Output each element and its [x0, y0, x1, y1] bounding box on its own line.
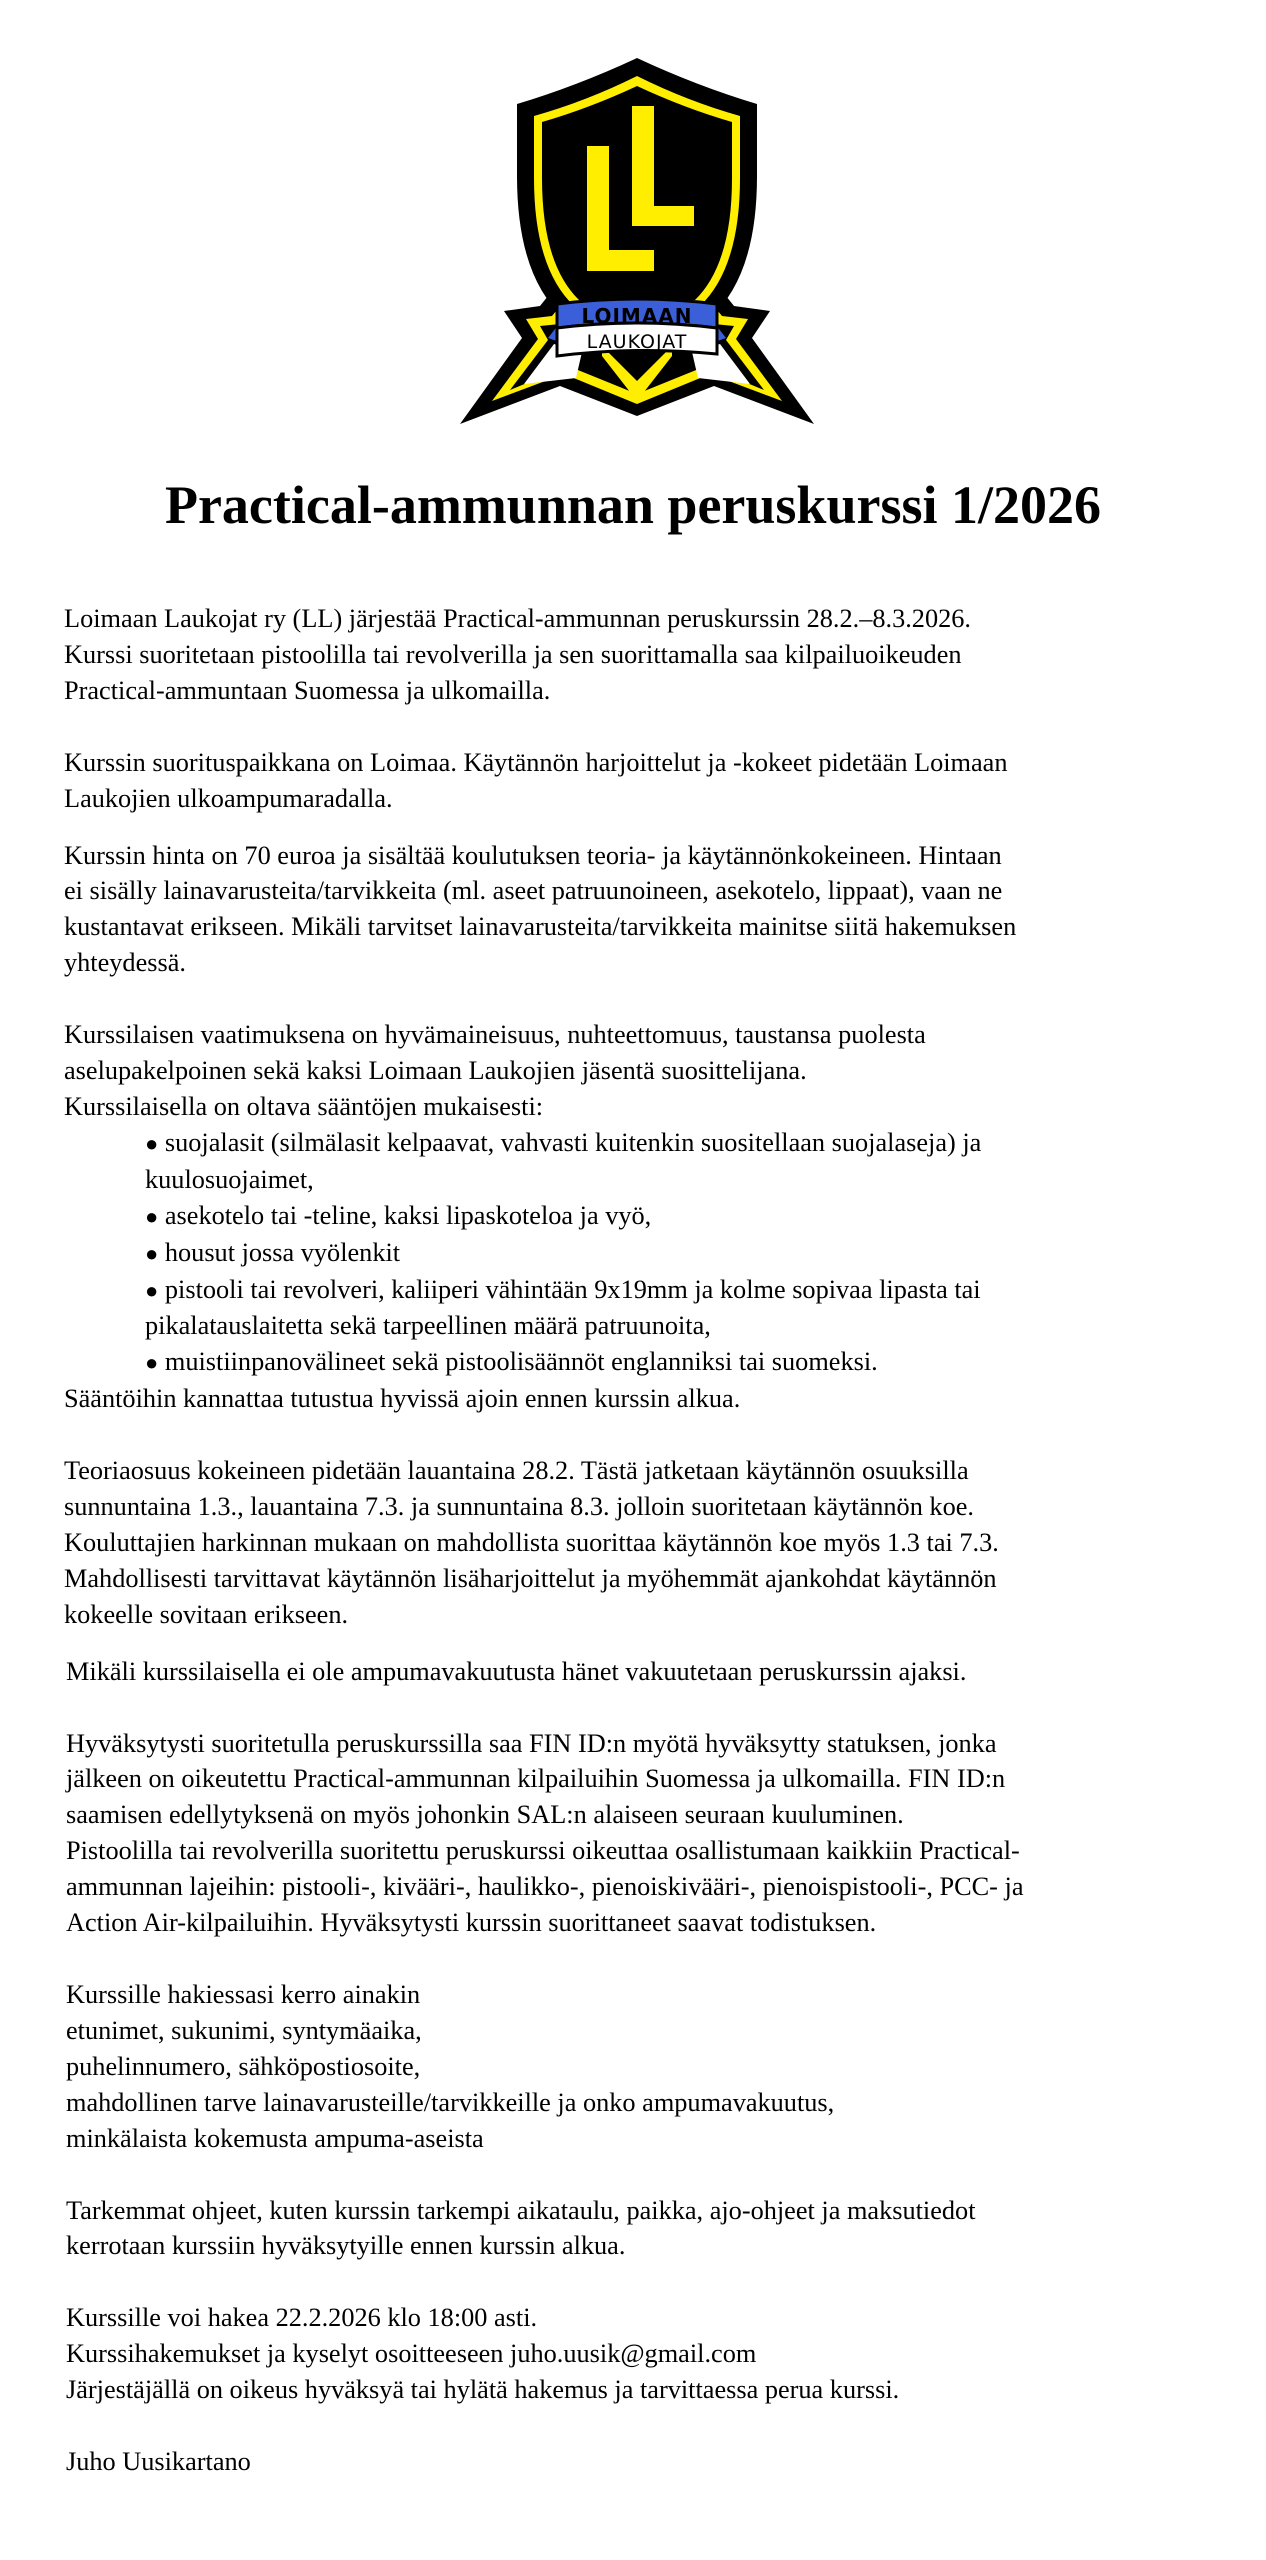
contact-line [66, 2336, 1224, 2372]
text-line: kerrotaan kurssiin hyväksytyille ennen kurssin alkua. [66, 2231, 626, 2261]
list-item-text: asekotelo tai -teline, kaksi lipaskoteloa ja vyö, [164, 1200, 652, 1230]
text-line: Kurssin hinta on 70 euroa ja sisältää koulutuksen teoria- ja käytännönkokeineen. Hintaan [64, 840, 1002, 870]
text-line: Teoriaosuus kokeineen pidetään lauantaina 28.2. Tästä jatketaan käytännön osuuksilla [64, 1456, 969, 1486]
text-line: Tarkemmat ohjeet, kuten kurssin tarkempi aikataulu, paikka, ajo-ohjeet ja maksutiedot [66, 2195, 976, 2225]
text-line: etunimet, sukunimi, syntymäaika, [66, 2015, 422, 2045]
intro-paragraph [64, 601, 1224, 709]
list-item-text: pistooli tai revolveri, kaliiperi vähintään 9x19mm ja kolme sopivaa lipasta tai [164, 1274, 981, 1304]
announcement-body [64, 601, 1224, 2480]
text-line: sunnuntaina 1.3., lauantaina 7.3. ja sunnuntaina 8.3. jolloin suoritetaan käytännön koe. [64, 1492, 974, 1522]
text-line: Kurssilaisella on oltava sääntöjen mukaisesti: [64, 1091, 544, 1121]
text-line: Loimaan Laukojat ry (LL) järjestää Practical-ammunnan peruskurssin 28.2.–8.3.2026. [64, 604, 971, 633]
application-deadline: Kurssille voi hakea 22.2.2026 klo 18:00 asti. [66, 2303, 538, 2333]
further-info-paragraph [64, 2193, 1224, 2265]
text-line: Laukojien ulkoampumaradalla. [64, 783, 393, 813]
schedule-paragraph [64, 1453, 1224, 1633]
logo-banner-top-text: LOIMAAN [581, 304, 693, 328]
text-line: Mahdollisesti tarvittavat käytännön lisäharjoittelut ja myöhemmät ajankohdat käytännön [64, 1563, 997, 1593]
text-line: Practical-ammuntaan Suomessa ja ulkomailla. [64, 675, 551, 705]
text-line: ammunnan lajeihin: pistooli-, kivääri-, haulikko-, pienoiskivääri-, pienoispistooli-, PCC- ja [66, 1872, 1024, 1902]
text-line: Kurssi suoritetaan pistoolilla tai revolverilla ja sen suorittamalla saa kilpailuoikeuden [64, 639, 962, 669]
text-line: kokeelle sovitaan erikseen. [64, 1599, 349, 1629]
text-line: Kurssin suorituspaikkana on Loimaa. Käytännön harjoittelut ja -kokeet pidetään Loimaan [64, 747, 1008, 777]
list-item-text: suojalasit (silmälasit kelpaavat, vahvasti kuitenkin suositellaan suojalaseja) ja [164, 1127, 982, 1157]
list-item-continuation: pikalatauslaitetta sekä tarpeellinen määrä patruunoita, [145, 1311, 711, 1341]
loimaan-laukojat-crest-icon [452, 56, 822, 434]
text-line: saamisen edellytyksenä on myös johonkin SAL:n alaiseen seuraan kuuluminen. [66, 1800, 904, 1830]
requirements-paragraph [64, 1017, 1224, 1417]
text-line: Action Air-kilpailuihin. Hyväksytysti kurssin suorittaneet saavat todistuksen. [66, 1908, 877, 1938]
signature-name: Juho Uusikartano [66, 2447, 251, 2477]
logo-banner-bottom-text: LAUKOJAT [586, 331, 688, 353]
equipment-list-item [64, 1235, 1224, 1272]
contact-email[interactable]: juho.uusik@gmail.com [510, 2339, 757, 2369]
list-item-continuation: kuulosuojaimet, [145, 1164, 314, 1194]
text-line: Hyväksytysti suoritetulla peruskurssilla saa FIN ID:n myötä hyväksytty statuksen, jonka [66, 1728, 997, 1758]
location-paragraph [64, 745, 1224, 817]
equipment-list-item [64, 1198, 1224, 1235]
bullet-icon: ● [145, 1203, 159, 1229]
bullet-icon: ● [145, 1130, 159, 1156]
list-item-text: housut jossa vyölenkit [164, 1237, 401, 1267]
equipment-list [64, 1125, 1224, 1381]
text-line: aselupakelpoinen sekä kaksi Loimaan Laukojien jäsentä suosittelijana. [64, 1056, 807, 1086]
application-info-paragraph [64, 1977, 1224, 2157]
text-line: puhelinnumero, sähköpostiosoite, [66, 2051, 421, 2081]
text-line: Mikäli kurssilaisella ei ole ampumavakuutusta hänet vakuutetaan peruskurssin ajaksi. [66, 1656, 967, 1686]
text-line: Kurssille hakiessasi kerro ainakin [66, 1980, 421, 2009]
text-line: yhteydessä. [64, 948, 186, 978]
page-title: Practical-ammunnan peruskurssi 1/2026 [164, 475, 1102, 535]
signature [64, 2444, 1224, 2480]
list-item-text: muistiinpanovälineet sekä pistoolisäännöt englanniksi tai suomeksi. [164, 1347, 878, 1377]
text-line: Kurssilaisen vaatimuksena on hyvämaineisuus, nuhteettomuus, taustansa puolesta [64, 1020, 926, 1050]
text-line: ei sisälly lainavarusteita/tarvikkeita (ml. aseet patruunoineen, asekotelo, lippaat), vaan ne [64, 876, 1003, 906]
deadline-paragraph [64, 2300, 1224, 2408]
bullet-icon: ● [145, 1350, 159, 1376]
bullet-icon: ● [145, 1277, 159, 1303]
text-line: kustantavat erikseen. Mikäli tarvitset lainavarusteita/tarvikkeita mainitse siitä hakemuksen [64, 912, 1017, 942]
contact-prefix: Kurssihakemukset ja kyselyt osoitteeseen [66, 2339, 511, 2369]
text-line: Pistoolilla tai revolverilla suoritettu peruskurssi oikeuttaa osallistumaan kaikkiin Practical- [66, 1836, 1020, 1866]
equipment-list-item [64, 1272, 1224, 1345]
text-line: Sääntöihin kannattaa tutustua hyvissä ajoin ennen kurssin alkua. [64, 1384, 741, 1414]
text-line: mahdollinen tarve lainavarusteille/tarvikkeille ja onko ampumavakuutus, [66, 2087, 835, 2117]
equipment-list-item [64, 1125, 1224, 1198]
price-paragraph [64, 838, 1224, 982]
equipment-list-item [64, 1344, 1224, 1381]
club-logo [452, 56, 822, 434]
text-line: Järjestäjällä on oikeus hyväksyä tai hylätä hakemus ja tarvittaessa perua kurssi. [66, 2375, 900, 2405]
certification-paragraph [64, 1726, 1224, 1941]
bullet-icon: ● [145, 1240, 159, 1266]
text-line: jälkeen on oikeutettu Practical-ammunnan kilpailuihin Suomessa ja ulkomailla. FIN ID:n [66, 1764, 1006, 1794]
text-line: Kouluttajien harkinnan mukaan on mahdollista suorittaa käytännön koe myös 1.3 tai 7.3. [64, 1527, 999, 1557]
text-line: minkälaista kokemusta ampuma-aseista [66, 2123, 484, 2153]
insurance-paragraph [64, 1654, 1224, 1690]
